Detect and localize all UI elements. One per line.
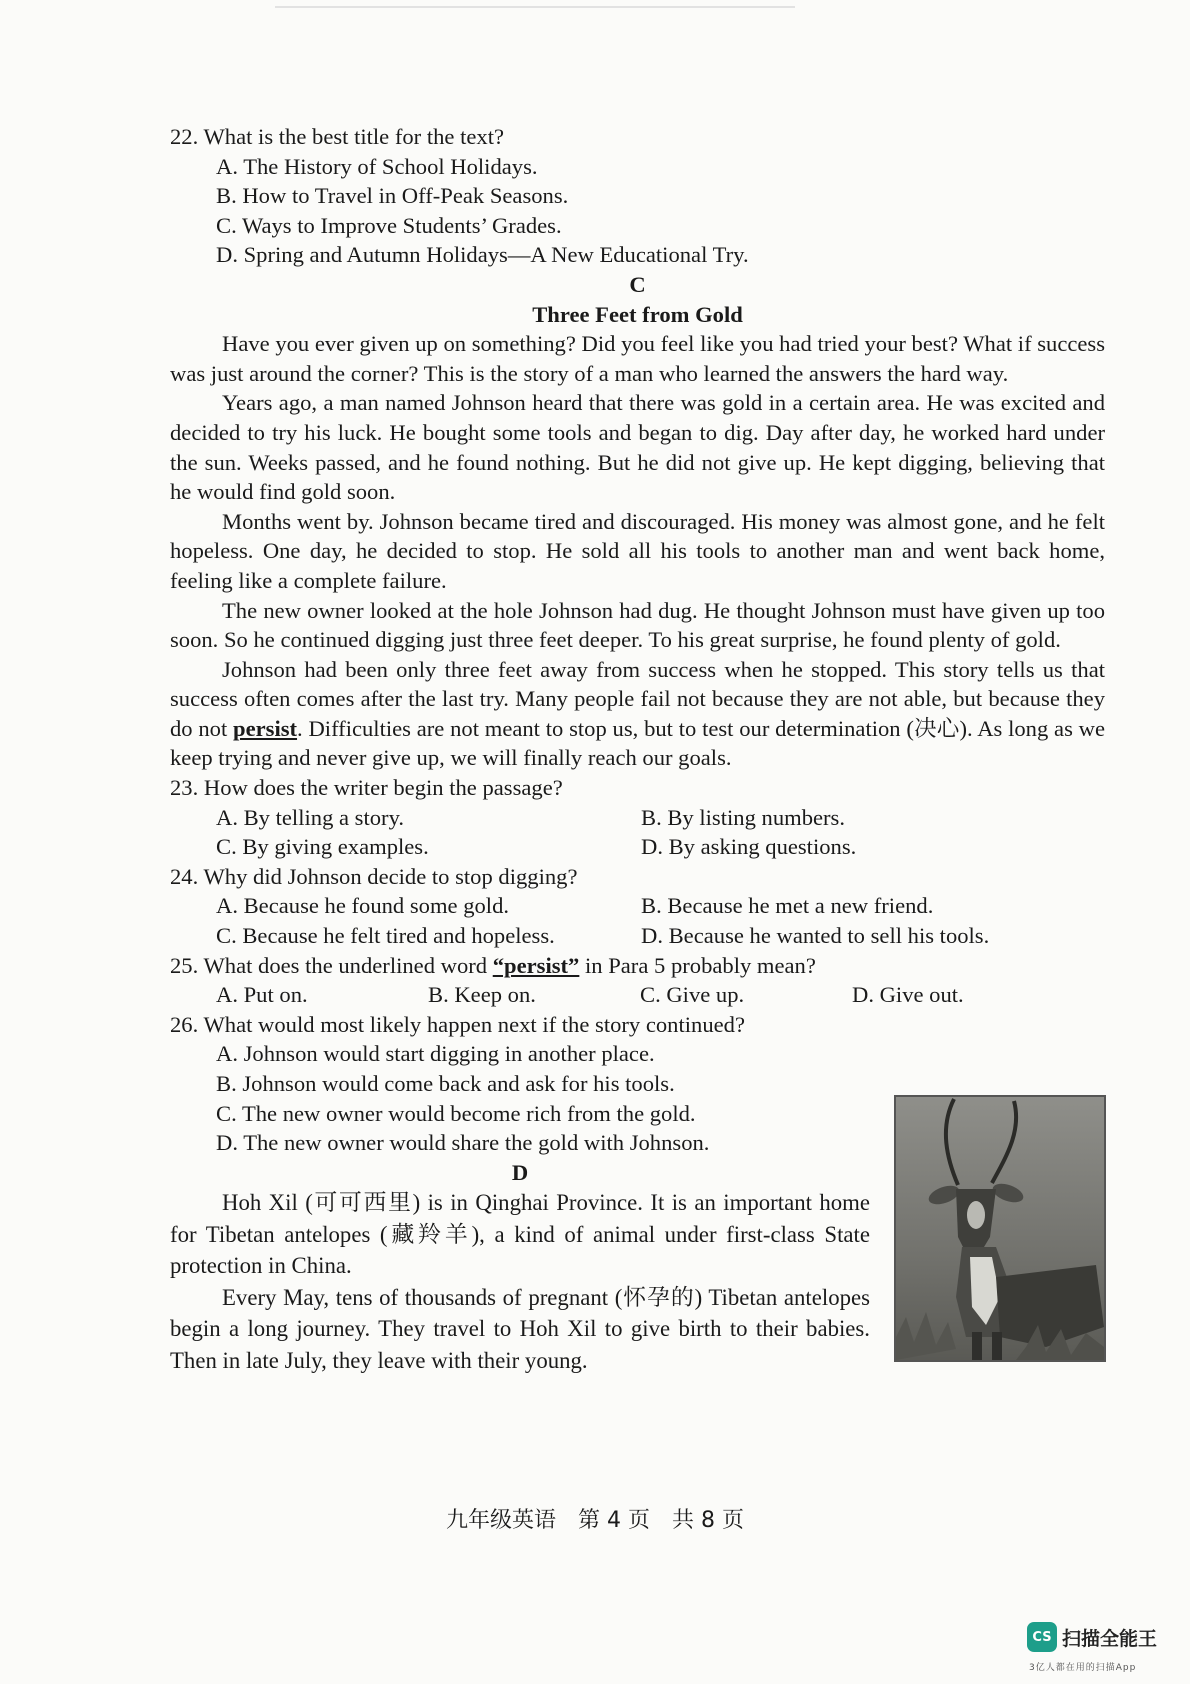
- section-c-paragraph-2: Years ago, a man named Johnson heard that there was gold in a certain area. He was excited and decided to try his luck. He bought some tools and began to dig. Day after day, he worked hard under the sun. Weeks passed, and he found nothing. But he did not give up. He kept digging, believing that he would find gold soon.: [170, 390, 1105, 505]
- question-22-option-d: D. Spring and Autumn Holidays—A New Educational Try.: [216, 242, 749, 268]
- question-25-stem: [170, 951, 1105, 981]
- section-d-text: [170, 1187, 870, 1376]
- question-22-stem: 22. What is the best title for the text?: [170, 124, 505, 149]
- watermark-app-name: 扫描全能王: [1062, 1628, 1158, 1650]
- paragraph-5-text-after: . Difficulties are not meant to stop us, but to test our determination (决心). As long as we keep trying and never give up, we will finally reach our goals.: [170, 715, 1105, 771]
- question-24-option-d: D. Because he wanted to sell his tools.: [641, 923, 990, 949]
- question-26-option-a: A. Johnson would start digging in another place.: [216, 1041, 655, 1067]
- question-25-option-a: A. Put on.: [216, 982, 308, 1008]
- question-22-option-c: C. Ways to Improve Students’ Grades.: [216, 212, 562, 238]
- question-25-options-row: [216, 980, 1105, 1010]
- antelope-image: [896, 1097, 1104, 1360]
- question-24-options-row-2: [216, 921, 1105, 951]
- question-24-option-b: B. Because he met a new friend.: [641, 893, 934, 919]
- section-d-letter: D: [511, 1159, 529, 1185]
- section-d-paragraph-1: Hoh Xil (可可西里) is in Qinghai Province. It is an important home for Tibetan antelopes (藏羚羊), a kind of animal under first-class State protection in China.: [170, 1190, 870, 1279]
- question-26-option-b: B. Johnson would come back and ask for his tools.: [216, 1071, 675, 1096]
- question-22-option-b: B. How to Travel in Off-Peak Seasons.: [216, 183, 569, 209]
- question-25-option-d: D. Give out.: [852, 982, 964, 1008]
- section-d-paragraph-2: Every May, tens of thousands of pregnant (怀孕的) Tibetan antelopes begin a long journey. They travel to Hoh Xil to give birth to their babies. Then in late July, they leave with their young.: [170, 1284, 870, 1373]
- question-23-option-c: C. By giving examples.: [216, 834, 429, 860]
- camscanner-logo-icon: CS: [1027, 1622, 1057, 1652]
- watermark-tagline: 3亿人都在用的扫描App: [1029, 1663, 1137, 1673]
- question-24-options-row-1: [216, 891, 1105, 921]
- scan-edge-line: [275, 6, 795, 8]
- question-26-option-c: C. The new owner would become rich from the gold.: [216, 1100, 696, 1126]
- page-footer: 九年级英语 第 4 页 共 8 页: [446, 1508, 744, 1533]
- section-c-letter: C: [629, 271, 646, 297]
- question-25-underlined-word: “persist”: [492, 952, 580, 978]
- question-22-option-a: A. The History of School Holidays.: [216, 153, 538, 179]
- section-c-title: Three Feet from Gold: [532, 301, 743, 327]
- question-24-stem: 24. Why did Johnson decide to stop digging?: [170, 863, 578, 889]
- question-24-option-c: C. Because he felt tired and hopeless.: [216, 923, 555, 949]
- question-23-stem: 23. How does the writer begin the passage?: [170, 775, 563, 801]
- question-25-option-b: B. Keep on.: [428, 982, 536, 1008]
- page-content: [170, 122, 1105, 1376]
- q26-and-section-d: [170, 1039, 1105, 1376]
- question-25-option-c: C. Give up.: [640, 982, 745, 1008]
- question-26-option-d: D. The new owner would share the gold with Johnson.: [216, 1130, 710, 1156]
- section-c-paragraph-4: The new owner looked at the hole Johnson had dug. He thought Johnson must have given up too soon. So he continued digging just three feet deeper. To his great surprise, he found plenty of gold.: [170, 597, 1105, 653]
- section-c-paragraph-1: Have you ever given up on something? Did you feel like you had tried your best? What if success was just around the corner? This is the story of a man who learned the answers the hard way.: [170, 331, 1106, 386]
- section-c-paragraph-5: [170, 655, 1105, 773]
- tibetan-antelope-photo: [894, 1095, 1106, 1362]
- question-23-option-a: A. By telling a story.: [216, 804, 405, 830]
- question-23-options-row-1: [216, 803, 1105, 833]
- question-23-option-b: B. By listing numbers.: [641, 804, 845, 830]
- question-24-option-a: A. Because he found some gold.: [216, 893, 510, 919]
- question-25-stem-after: in Para 5 probably mean?: [579, 952, 816, 978]
- question-25-stem-before: 25. What does the underlined word: [170, 952, 493, 978]
- question-23-options-row-2: [216, 832, 1105, 862]
- paragraph-5-text-before: Johnson had been only three feet away from success when he stopped. This story tells us that success often comes after the last try. Many people fail not because they are not able, but because they do not: [170, 656, 1105, 741]
- camscanner-watermark: [1027, 1622, 1182, 1676]
- underlined-word-persist: persist: [233, 715, 298, 741]
- question-23-option-d: D. By asking questions.: [641, 834, 857, 860]
- section-c-paragraph-3: Months went by. Johnson became tired and discouraged. His money was almost gone, and he felt hopeless. One day, he decided to stop. He sold all his tools to another man and went back home, feeling like a complete failure.: [170, 508, 1105, 593]
- question-26-stem: 26. What would most likely happen next if the story continued?: [170, 1011, 745, 1037]
